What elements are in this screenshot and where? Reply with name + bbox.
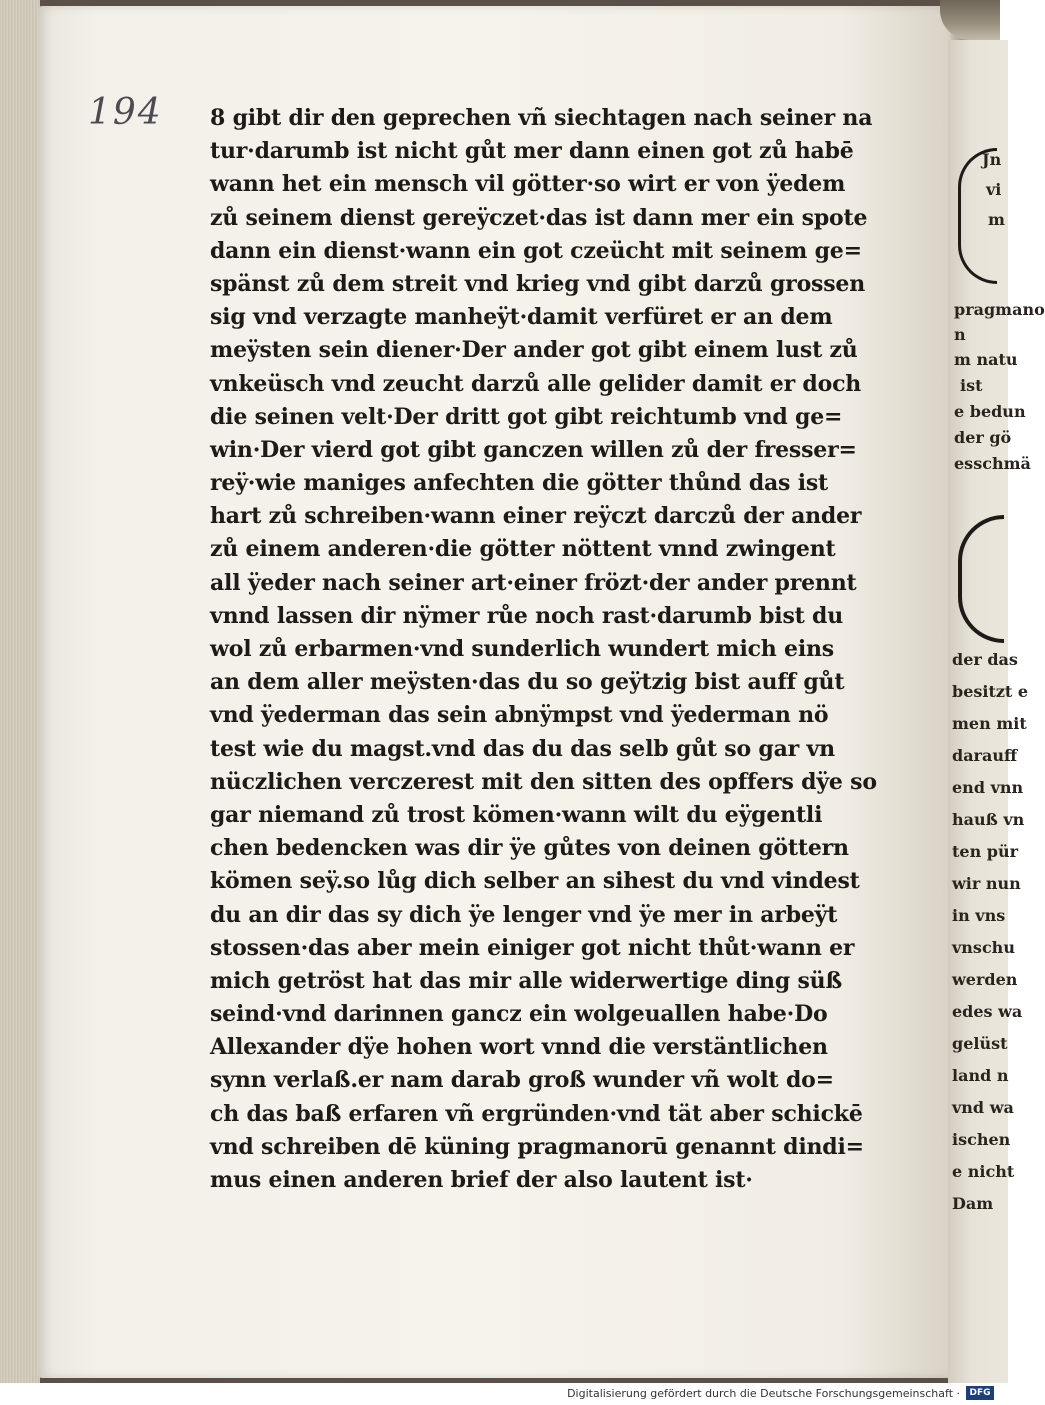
text-block <box>210 102 890 1197</box>
adjacent-line: der gö <box>954 428 1012 447</box>
page-edges <box>0 0 40 1383</box>
text-line: mich getröst hat das mir alle widerwertige ding süß <box>210 967 842 994</box>
adjacent-line: ischen <box>952 1130 1011 1149</box>
adjacent-line: e nicht <box>952 1162 1015 1181</box>
adjacent-line: esschmä <box>954 454 1031 473</box>
text-line: zů seinem dienst gereÿczet·das ist dann mer ein spote <box>210 204 868 231</box>
adjacent-line: darauff <box>952 746 1018 765</box>
adjacent-line: vnschu <box>952 938 1015 957</box>
text-line: synn verlaß.er nam darab groß wunder vñ wolt do= <box>210 1067 834 1094</box>
text-line: seind·vnd darinnen gancz ein wolgeuallen habe·Do <box>210 1001 828 1028</box>
text-line: spänst zů dem streit vnd krieg vnd gibt darzů grossen <box>210 270 866 297</box>
text-line: win·Der vierd got gibt ganczen willen zů der fresser= <box>210 436 857 463</box>
adjacent-line: ist <box>960 376 983 395</box>
adjacent-line: pragmano <box>954 300 1045 319</box>
adjacent-line: land n <box>952 1066 1009 1085</box>
funding-credit: Digitalisierung gefördert durch die Deutsche Forschungsgemeinschaft · <box>567 1387 960 1400</box>
adjacent-line: m <box>988 210 1005 229</box>
text-line: all ÿeder nach seiner art·einer frözt·der ander prennt <box>210 569 857 596</box>
text-line: vnd ÿederman das sein abnÿmpst vnd ÿederman nö <box>210 702 829 729</box>
adjacent-line: end vnn <box>952 778 1024 797</box>
adjacent-line: besitzt e <box>952 682 1029 701</box>
text-line: die seinen velt·Der dritt got gibt reichtumb vnd ge= <box>210 403 843 430</box>
adjacent-line: ten pür <box>952 842 1019 861</box>
adjacent-line: m natu <box>954 350 1018 369</box>
adjacent-line: vnd wa <box>952 1098 1014 1117</box>
text-line: gar niemand zů trost kömen·wann wilt du eÿgentli <box>210 801 823 828</box>
adjacent-line: gelüst <box>952 1034 1008 1053</box>
text-line: wann het ein mensch vil götter·so wirt er von ÿedem <box>210 171 846 198</box>
footer-bar <box>0 1383 1000 1405</box>
text-line: dann ein dienst·wann ein got czeücht mit seinem ge= <box>210 237 862 264</box>
text-line: wol zů erbarmen·vnd sunderlich wundert mich eins <box>210 636 834 662</box>
text-line: reÿ·wie maniges anfechten die götter thůnd das ist <box>210 470 829 497</box>
text-line: kömen seÿ.so lůg dich selber an sihest du vnd vindest <box>210 868 860 895</box>
adjacent-line: edes wa <box>952 1002 1023 1021</box>
adjacent-line: werden <box>952 970 1018 989</box>
text-line: nüczlichen verczerest mit den sitten des opffers dÿe so <box>210 768 877 795</box>
adjacent-line: der das <box>952 650 1018 669</box>
adjacent-page-text <box>952 0 1045 1383</box>
text-line: vnnd lassen dir nÿmer růe noch rast·darumb bist du <box>210 602 844 629</box>
adjacent-line: wir nun <box>952 874 1021 893</box>
text-line: zů einem anderen·die götter nöttent vnnd zwingent <box>210 536 836 563</box>
text-line: 8 gibt dir den geprechen vñ siechtagen nach seiner na <box>210 105 873 131</box>
text-line: chen bedencken was dir ÿe gůtes von deinen göttern <box>210 835 849 862</box>
text-line: sig vnd verzagte manheÿt·damit verfüret er an dem <box>210 304 833 331</box>
text-line: meÿsten sein diener·Der ander got gibt einem lust zů <box>210 337 858 364</box>
adjacent-line: e bedun <box>954 402 1026 421</box>
text-line: hart zů schreiben·wann einer reÿczt darczů der ander <box>210 503 862 530</box>
dfg-logo: DFG <box>966 1386 994 1400</box>
text-line: vnd schreiben dē küning pragmanorū genannt dindi= <box>210 1133 864 1160</box>
text-line: an dem aller meÿsten·das du so geÿtzig bist auff gůt <box>210 669 845 696</box>
text-line: mus einen anderen brief der also lautent ist· <box>210 1167 753 1193</box>
text-line: Allexander dÿe hohen wort vnnd die verstäntlichen <box>210 1034 828 1061</box>
text-line: ch das baß erfaren vñ ergründen·vnd tät aber schickē <box>210 1100 863 1127</box>
adjacent-line: in vns <box>952 906 1006 925</box>
folio-number: 194 <box>88 92 163 133</box>
text-line: test wie du magst.vnd das du das selb gůt so gar vn <box>210 735 835 762</box>
adjacent-line: n <box>954 325 966 344</box>
adjacent-line: Dam <box>952 1194 994 1213</box>
text-line: vnkeüsch vnd zeucht darzů alle gelider damit er doch <box>210 370 862 397</box>
text-line: tur·darumb ist nicht gůt mer dann einen got zů habē <box>210 138 854 165</box>
adjacent-line: vi <box>986 180 1002 199</box>
adjacent-line: Jn <box>982 150 1002 169</box>
text-line: stossen·das aber mein einiger got nicht thůt·wann er <box>210 934 855 961</box>
adjacent-line: hauß vn <box>952 810 1025 829</box>
adjacent-line: men mit <box>952 714 1027 733</box>
text-line: du an dir das sy dich ÿe lenger vnd ÿe mer in arbeÿt <box>210 901 838 928</box>
